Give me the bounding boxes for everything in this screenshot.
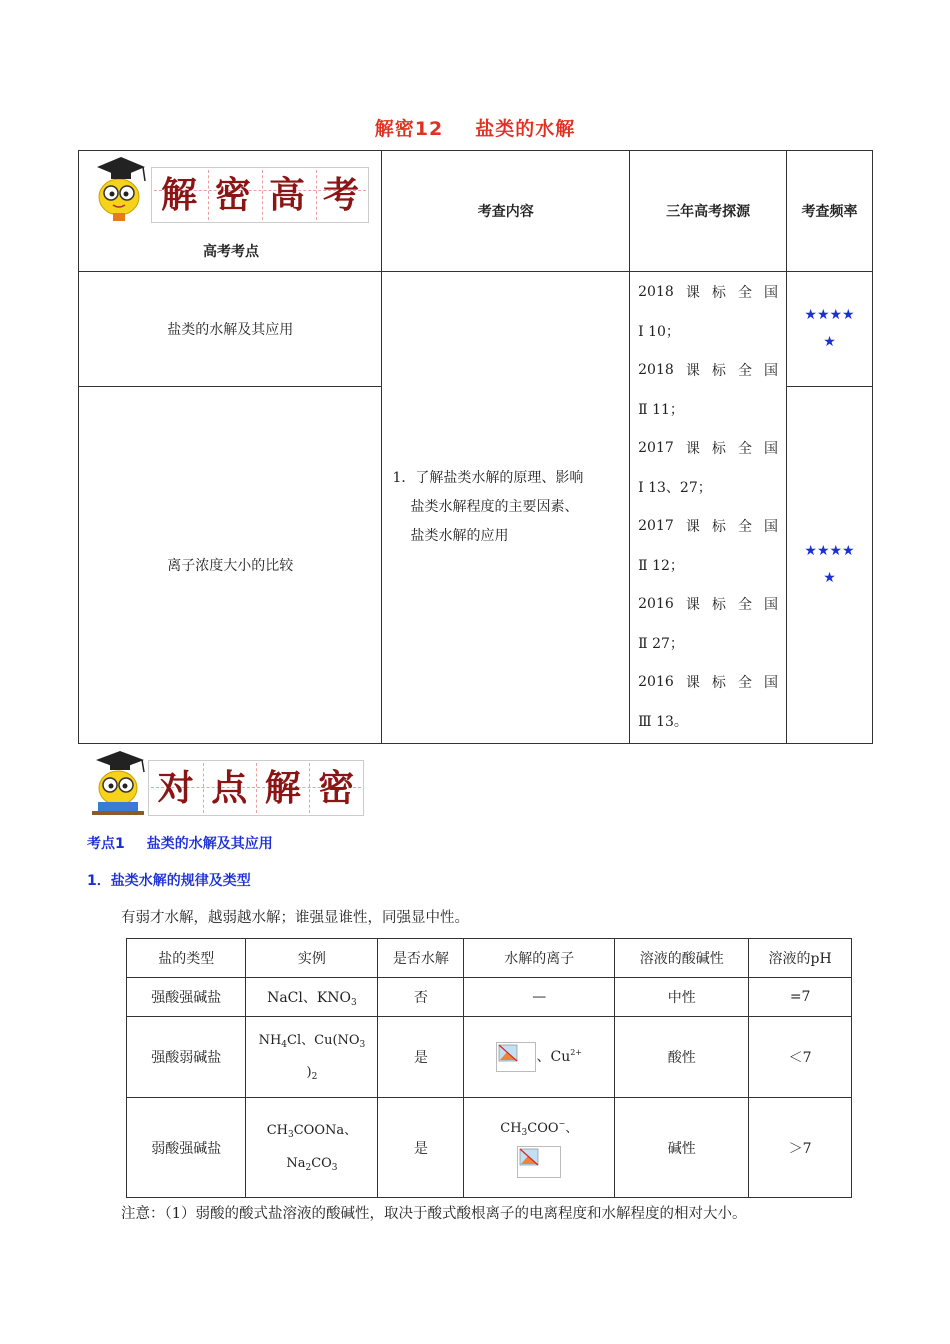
source-line: 2016 课 标 全 国 (638, 595, 779, 613)
col-header: 溶液的pH (749, 939, 852, 978)
hydrolyzed-ion: — (464, 978, 615, 1017)
broken-image-icon (517, 1146, 561, 1178)
acidity: 中性 (615, 978, 749, 1017)
source-detail: Ⅰ 13、27； (638, 479, 712, 496)
point-hydrolysis: 盐类的水解及其应用 (79, 272, 382, 387)
point-ion-concentration: 离子浓度大小的比较 (79, 387, 382, 744)
source-detail: Ⅱ 11； (638, 401, 684, 418)
col-header-points: 高考考点 (203, 244, 259, 260)
salt-example: NaCl、$KNO_3$ (246, 978, 378, 1017)
kaodian-title: 盐类的水解及其应用 (146, 836, 273, 852)
banner1-char: 解 (160, 174, 197, 216)
kaodian-label: 考点1 (87, 836, 125, 852)
content-line: 1．了解盐类水解的原理、影响 (392, 470, 584, 487)
exam-overview-table (78, 150, 873, 744)
note-paragraph: 注意：（1）弱酸的酸式盐溶液的酸碱性，取决于酸式酸根离子的电离程度和水解程度的相对大小。 (121, 1206, 747, 1222)
table-row (127, 1017, 852, 1098)
banner2-char: 点 (211, 767, 248, 809)
ph-value: ＞7 (749, 1098, 852, 1198)
banner-jiemi-gaokao (151, 167, 369, 223)
hydrolyze-flag: 是 (378, 1098, 464, 1198)
ph-value: =7 (749, 978, 852, 1017)
source-line: 2018 课 标 全 国 (638, 283, 779, 301)
col-header-sources: 三年高考探源 (630, 151, 787, 272)
col-header: 是否水解 (378, 939, 464, 978)
title-part2: 盐类的水解 (475, 118, 576, 140)
content-line: 盐类水解程度的主要因素、 (410, 499, 579, 516)
table-row (127, 1098, 852, 1198)
mascot-graduate-icon (89, 153, 153, 225)
col-header: 实例 (246, 939, 378, 978)
source-detail: Ⅰ 10； (638, 323, 680, 340)
header-cell-points (79, 151, 382, 272)
source-detail: Ⅲ 13。 (638, 713, 688, 730)
hydrolyze-flag: 否 (378, 978, 464, 1017)
col-header-content: 考查内容 (382, 151, 630, 272)
source-detail: Ⅱ 27； (638, 635, 684, 652)
source-detail: Ⅱ 12； (638, 557, 684, 574)
broken-image-icon (496, 1042, 536, 1072)
table-row (127, 978, 852, 1017)
banner1-char: 密 (214, 174, 251, 216)
banner1-char: 高 (268, 174, 305, 216)
banner1-char: 考 (322, 174, 359, 216)
intro-paragraph: 有弱才水解，越弱越水解；谁强显谁性，同强显中性。 (121, 910, 469, 926)
star-icons: ★ (823, 570, 836, 586)
banner2-char: 对 (157, 767, 194, 809)
salt-hydrolysis-table (126, 938, 852, 1198)
banner2-char: 解 (264, 767, 301, 809)
star-icons: ★★★★ (804, 307, 855, 324)
col-header-frequency: 考查频率 (787, 151, 873, 272)
mascot-reading-icon (88, 748, 152, 816)
salt-example: $CH_3COONa$、 $Na_2CO_3$ (246, 1098, 378, 1198)
sub-heading: 1．盐类水解的规律及类型 (87, 873, 251, 889)
source-line: 2018 课 标 全 国 (638, 361, 779, 379)
salt-type: 弱酸强碱盐 (127, 1098, 246, 1198)
banner-duidian-jiemi (148, 760, 364, 816)
ph-value: ＜7 (749, 1017, 852, 1098)
content-cell (382, 272, 630, 744)
frequency-stars-2 (787, 387, 873, 744)
salt-type: 强酸弱碱盐 (127, 1017, 246, 1098)
sources-cell (630, 272, 787, 744)
source-line: 2017 课 标 全 国 (638, 517, 779, 535)
star-icons: ★ (823, 334, 836, 350)
page-title (0, 114, 950, 141)
col-header: 盐的类型 (127, 939, 246, 978)
source-line: 2017 课 标 全 国 (638, 439, 779, 457)
salt-example: $NH_4Cl$、$Cu(NO_3$ )$_2$ (246, 1017, 378, 1098)
hydrolyzed-ion: 、$Cu^{2+}$ (464, 1017, 615, 1098)
acidity: 碱性 (615, 1098, 749, 1198)
title-part1: 解密12 (374, 118, 444, 140)
content-line: 盐类水解的应用 (410, 527, 509, 544)
star-icons: ★★★★ (804, 543, 855, 560)
hydrolyzed-ion: $CH_3COO^-$、 (464, 1098, 615, 1198)
source-line: 2016 课 标 全 国 (638, 673, 779, 691)
acidity: 酸性 (615, 1017, 749, 1098)
hydrolyze-flag: 是 (378, 1017, 464, 1098)
col-header: 溶液的酸碱性 (615, 939, 749, 978)
col-header: 水解的离子 (464, 939, 615, 978)
kaodian-heading (87, 833, 273, 853)
salt-type: 强酸强碱盐 (127, 978, 246, 1017)
banner2-char: 密 (318, 767, 355, 809)
frequency-stars-1 (787, 272, 873, 387)
